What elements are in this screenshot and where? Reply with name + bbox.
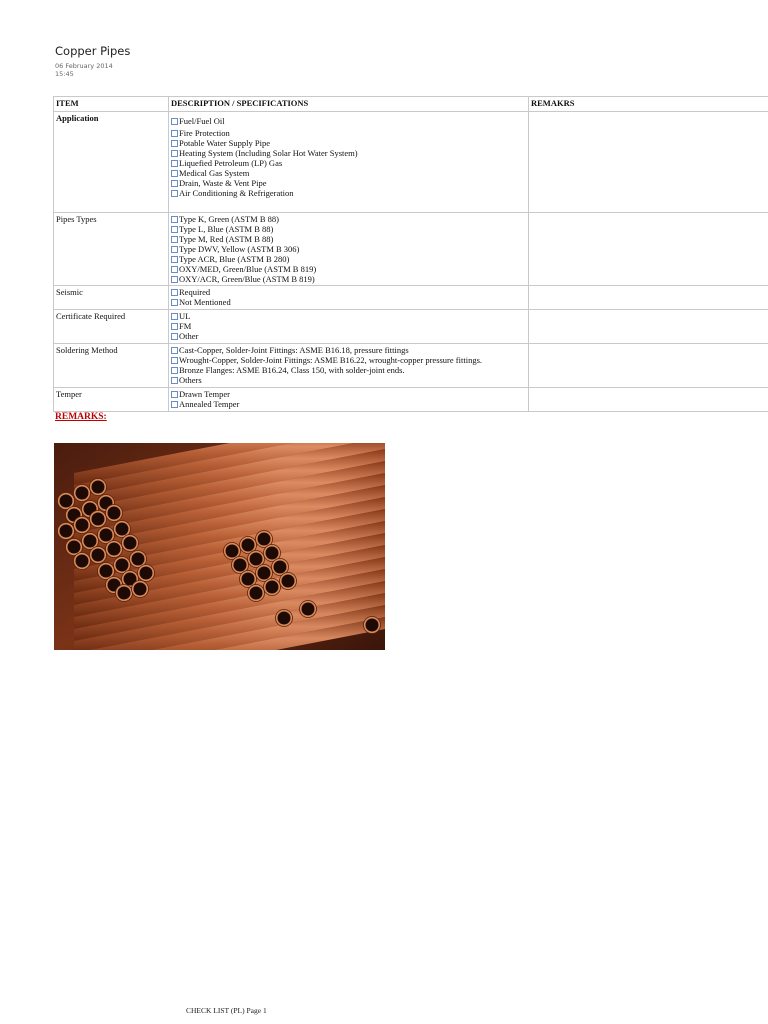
table-row-certificate-required [54,310,768,344]
pipe-end-hole [274,561,287,574]
option-label: Type K, Green (ASTM B 88) [179,214,279,224]
pipe-end-hole [250,587,263,600]
checkbox[interactable] [171,150,178,157]
options-cell [169,344,529,388]
pipe-end-hole [92,513,105,526]
option-row[interactable] [171,297,526,307]
checkbox[interactable] [171,266,178,273]
option-label: Air Conditioning & Refrigeration [179,188,294,198]
pipe-end-hole [108,507,121,520]
remarks-cell[interactable] [529,310,768,344]
table-row-temper [54,388,768,412]
checkbox[interactable] [171,323,178,330]
checkbox[interactable] [171,401,178,408]
option-row[interactable] [171,214,526,224]
options-cell [169,286,529,310]
option-row[interactable] [171,234,526,244]
options-cell [169,112,529,213]
pipe-end-hole [250,553,263,566]
pipe-end-hole [60,525,73,538]
option-label: Bronze Flanges: ASME B16.24, Class 150, with solder-joint ends. [179,365,405,375]
column-header-item: ITEM [54,97,169,112]
table-row-application [54,112,768,213]
option-label: UL [179,311,191,321]
option-label: FM [179,321,192,331]
option-label: Liquefied Petroleum (LP) Gas [179,158,283,168]
option-row[interactable] [171,321,526,331]
pipe-end-hole [108,543,121,556]
page-title: Copper Pipes [55,44,131,58]
pipe-end-hole [266,581,279,594]
option-label: Not Mentioned [179,297,231,307]
option-row[interactable] [171,188,526,198]
option-row[interactable] [171,287,526,297]
page-time: 15:45 [55,70,74,78]
pipe-end-hole [258,567,271,580]
option-label: Fuel/Fuel Oil [179,116,225,126]
option-row[interactable] [171,158,526,168]
option-label: OXY/MED, Green/Blue (ASTM B 819) [179,264,317,274]
pipe-end-hole [124,537,137,550]
page-footer: CHECK LIST (PL) Page 1 [186,1006,267,1015]
option-label: Wrought-Copper, Solder-Joint Fittings: ASME B16.22, wrought-copper pressure fittings. [179,355,482,365]
option-label: Other [179,331,199,341]
pipe-end-hole [92,481,105,494]
pipe-end-hole [140,567,153,580]
pipe-end-hole [60,495,73,508]
checkbox[interactable] [171,276,178,283]
option-label: Drain, Waste & Vent Pipe [179,178,267,188]
item-cell: Seismic [54,286,169,310]
option-row[interactable] [171,116,526,126]
checkbox[interactable] [171,367,178,374]
table-row-soldering-method [54,344,768,388]
option-label: Medical Gas System [179,168,250,178]
pipe-end-hole [278,612,291,625]
remarks-cell[interactable] [529,344,768,388]
remarks-cell[interactable] [529,112,768,213]
item-cell: Certificate Required [54,310,169,344]
option-row[interactable] [171,178,526,188]
pipe-end-hole [84,535,97,548]
checklist-table [53,96,768,412]
option-row[interactable] [171,389,526,399]
option-row[interactable] [171,311,526,321]
pipe-end-hole [242,539,255,552]
option-row[interactable] [171,244,526,254]
remarks-cell[interactable] [529,388,768,412]
option-row[interactable] [171,355,526,365]
pipe-end-hole [116,523,129,536]
checkbox[interactable] [171,160,178,167]
column-header-description: DESCRIPTION / SPECIFICATIONS [169,97,529,112]
remarks-cell[interactable] [529,213,768,286]
option-label: Heating System (Including Solar Hot Water System) [179,148,358,158]
item-cell: Application [54,112,169,213]
option-label: Type ACR, Blue (ASTM B 280) [179,254,290,264]
pipe-end-hole [134,583,147,596]
checkbox[interactable] [171,246,178,253]
option-row[interactable] [171,224,526,234]
options-cell [169,213,529,286]
checkbox[interactable] [171,190,178,197]
pipe-end-hole [100,565,113,578]
checkbox[interactable] [171,299,178,306]
pipe-end-hole [282,575,295,588]
option-label: Cast-Copper, Solder-Joint Fittings: ASME B16.18, pressure fittings [179,345,409,355]
option-label: Fire Protection [179,128,230,138]
checkbox[interactable] [171,391,178,398]
item-cell: Temper [54,388,169,412]
table-header-row [54,97,768,112]
option-label: Required [179,287,211,297]
checkbox[interactable] [171,170,178,177]
checkbox[interactable] [171,256,178,263]
remarks-cell[interactable] [529,286,768,310]
column-header-remarks: REMAKRS [529,97,768,112]
table-row-pipes-types [54,213,768,286]
copper-pipes-photo [54,443,385,650]
option-row[interactable] [171,168,526,178]
checkbox[interactable] [171,118,178,125]
option-row[interactable] [171,264,526,274]
checkbox[interactable] [171,226,178,233]
option-row[interactable] [171,331,526,341]
option-label: Drawn Temper [179,389,230,399]
option-row[interactable] [171,274,526,284]
pipe-end-hole [258,533,271,546]
pipe-end-hole [302,603,315,616]
pipe-end-hole [132,553,145,566]
checkbox[interactable] [171,377,178,384]
checkbox[interactable] [171,333,178,340]
pipe-end-hole [366,619,379,632]
checkbox[interactable] [171,216,178,223]
checkbox[interactable] [171,140,178,147]
option-label: OXY/ACR, Green/Blue (ASTM B 819) [179,274,315,284]
pipe-end-hole [234,559,247,572]
pipe-end-hole [100,529,113,542]
options-cell [169,310,529,344]
checkbox[interactable] [171,236,178,243]
remarks-heading: REMARKS: [55,412,107,422]
pipe-end-hole [76,519,89,532]
pipe-end-hole [118,587,131,600]
checkbox[interactable] [171,289,178,296]
checkbox[interactable] [171,130,178,137]
pipe-end-hole [76,487,89,500]
option-row[interactable] [171,138,526,148]
option-row[interactable] [171,128,526,138]
option-label: Type L, Blue (ASTM B 88) [179,224,274,234]
item-cell: Pipes Types [54,213,169,286]
option-label: Others [179,375,202,385]
checkbox[interactable] [171,313,178,320]
page-date: 06 February 2014 [55,62,113,70]
options-cell [169,388,529,412]
pipe-end-hole [92,549,105,562]
checkbox[interactable] [171,180,178,187]
pipe-end-hole [266,547,279,560]
pipe-end-hole [68,541,81,554]
table-row-seismic [54,286,768,310]
option-label: Annealed Temper [179,399,240,409]
pipe-end-hole [226,545,239,558]
option-label: Potable Water Supply Pipe [179,138,270,148]
option-row[interactable] [171,399,526,409]
checkbox[interactable] [171,347,178,354]
pipe-end-hole [242,573,255,586]
option-row[interactable] [171,345,526,355]
option-label: Type M, Red (ASTM B 88) [179,234,274,244]
item-cell: Soldering Method [54,344,169,388]
option-row[interactable] [171,365,526,375]
checkbox[interactable] [171,357,178,364]
pipe-end-hole [76,555,89,568]
option-label: Type DWV, Yellow (ASTM B 306) [179,244,300,254]
option-row[interactable] [171,375,526,385]
option-row[interactable] [171,148,526,158]
pipe-end-hole [116,559,129,572]
option-row[interactable] [171,254,526,264]
